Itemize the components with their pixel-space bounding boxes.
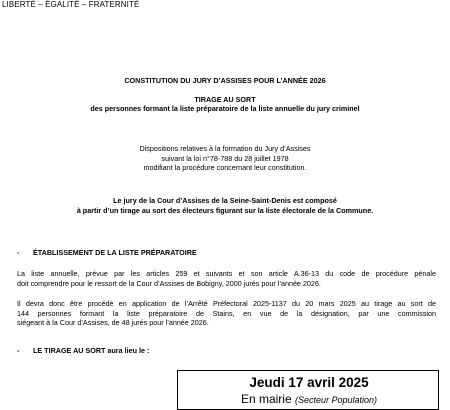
section-heading-text: ÉTABLISSEMENT DE LA LISTE PRÉPARATOIRE (33, 248, 197, 257)
draw-heading: TIRAGE AU SORT (194, 95, 256, 104)
dispositions-line: modifiant la procédure concernant leur constitution. (143, 163, 307, 172)
paragraph-prefectoral-order (17, 299, 436, 328)
paragraph-line: doit comprendre pour le ressort de la Cour d’Assises de Bobigny, 2000 jurés pour l’année 2026. (17, 278, 321, 288)
section-dash: - (17, 346, 20, 355)
jury-statement (0, 196, 450, 215)
paragraph-annual-list (17, 269, 436, 288)
event-location-text: En mairie (240, 392, 292, 406)
event-date-box (177, 370, 439, 410)
jury-statement-line: à partir d’un tirage au sort des électeurs figurant sur la liste électorale de la Commune. (76, 205, 374, 215)
section-heading-text: LE TIRAGE AU SORT aura lieu le : (33, 346, 150, 355)
dispositions-line: suivant la loi n°78-788 du 28 juillet 1978 (161, 153, 289, 163)
dispositions-line: Dispositions relatives à la formation du Jury d’Assises (139, 144, 311, 153)
document-title: CONSTITUTION DU JURY D’ASSISES POUR L’ANNÉE 2026 (124, 76, 326, 85)
section-heading-preparatory-list (17, 248, 197, 257)
event-sector: (Secteur Population) (294, 395, 378, 405)
paragraph-line: Il devra donc être procédé en application de l’Arrêté Préfectoral 2025-1137 du 20 mars 2025 au tirage au sort de (17, 299, 436, 308)
paragraph-line: 144 personnes formant la liste préparatoire de Stains, en vue de la désignation, par une commission (17, 308, 436, 318)
section-heading-draw-date (17, 346, 149, 355)
event-date: Jeudi 17 avril 2025 (249, 375, 369, 390)
section-dash: - (17, 248, 20, 257)
paragraph-line: La liste annuelle, prévue par les articles 259 et suivants et son article A.36-13 du code de procédure pénale (17, 269, 436, 278)
event-location (178, 392, 440, 406)
draw-subtitle: des personnes formant la liste préparatoire de la liste annuelle du jury criminel (90, 104, 360, 113)
dispositions-block (0, 144, 450, 173)
jury-statement-line: Le jury de la Cour d’Assises de la Seine-Saint-Denis est composé (113, 196, 337, 205)
paragraph-line: siégeant à la Cour d’Assises, de 48 jurés pour l’année 2026. (17, 318, 209, 327)
republic-motto: LIBERTÉ – ÉGALITÉ – FRATERNITÉ (2, 0, 140, 9)
